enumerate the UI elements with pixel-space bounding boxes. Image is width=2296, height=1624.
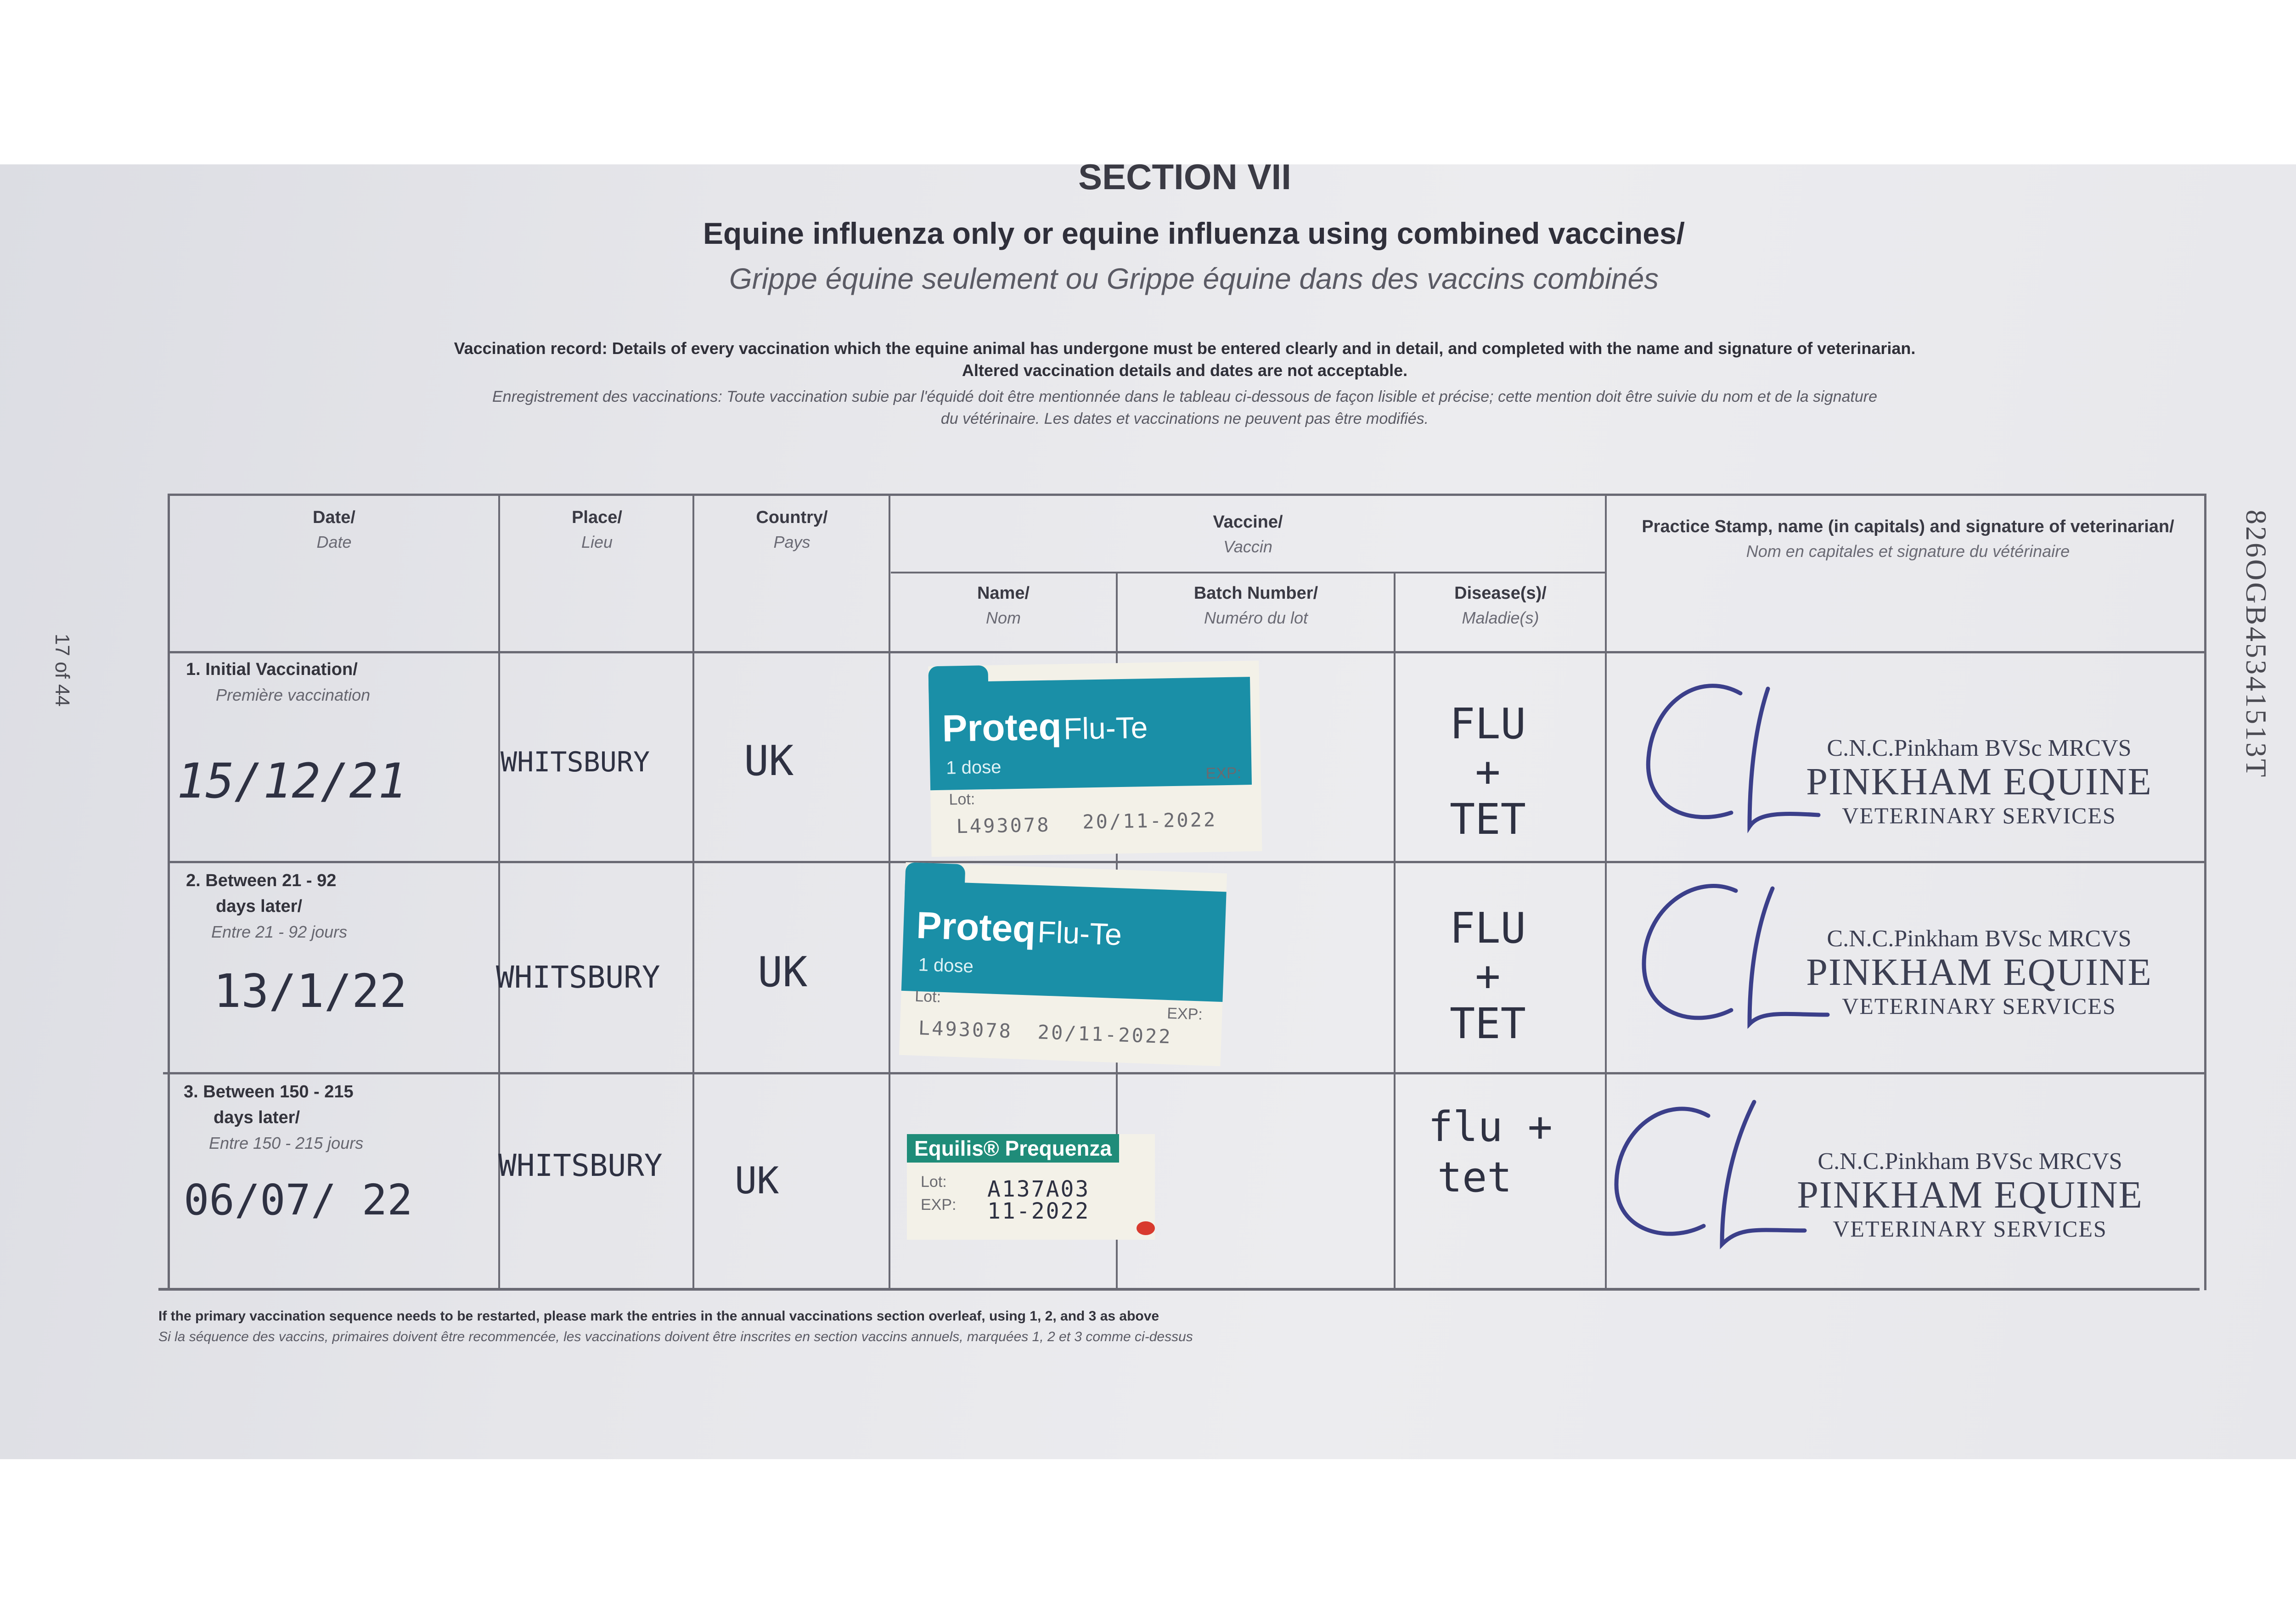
header-batch <box>1118 581 1394 630</box>
sticker-exp-label: EXP: <box>1205 764 1242 782</box>
row-3-practice-stamp <box>1763 1148 2177 1242</box>
disease-line-3: TET <box>1449 795 1526 844</box>
instruction-line-1: Vaccination record: Details of every vaccination which the equine animal has undergone must be entered clearly and in detail, and completed with the name and signature of veterinarian. <box>454 339 1916 358</box>
row-2-place: WHITSBURY <box>496 960 660 995</box>
disease-line-1: FLU <box>1449 904 1526 953</box>
row-1-vaccine-sticker <box>928 661 1262 857</box>
row-label-text-fr: Première vaccination <box>216 686 371 704</box>
header-date-label: Date/ <box>313 508 355 527</box>
sticker-brand: Proteq <box>942 706 1062 750</box>
sticker-dose: 1 dose <box>945 757 1002 778</box>
stamp-practice-name: PINKHAM EQUINE <box>1806 760 2152 803</box>
stamp-services: VETERINARY SERVICES <box>1833 1216 2107 1242</box>
passport-number: 826OGB45341513T <box>2240 510 2273 779</box>
row-1-date: 15/12/21 <box>177 753 407 809</box>
sticker-tab <box>905 862 965 896</box>
instruction-fr-line-1: Enregistrement des vaccinations: Toute vaccination subie par l'équidé doit être mentionnée dans le tableau ci-dessous de façon lisible et précise; cette mention doit être suivie du nom et de la signature <box>492 388 1878 405</box>
sticker-product: Flu-Te <box>1037 915 1123 952</box>
sticker-lot: A137A03 <box>987 1176 1090 1202</box>
row-1-label <box>186 657 370 708</box>
row-1-place: WHITSBURY <box>501 746 650 778</box>
header-vaccine <box>891 510 1605 559</box>
page-subtitle-fr: Grippe équine seulement ou Grippe équine dans des vaccins combinés <box>729 262 1659 295</box>
sticker-red-mark <box>1137 1221 1155 1235</box>
sticker-exp: 20/11-2022 <box>1082 808 1217 833</box>
sticker-exp-label: EXP: <box>921 1196 957 1214</box>
header-place-label-fr: Lieu <box>581 533 613 551</box>
sticker-brand: Equilis® Prequenza <box>907 1134 1119 1163</box>
stamp-services: VETERINARY SERVICES <box>1842 993 2116 1019</box>
row-2-vaccine-sticker <box>899 862 1227 1066</box>
header-date-label-fr: Date <box>316 533 352 551</box>
row-label-text: 2. Between 21 - 92 <box>186 871 337 890</box>
header-vaccine-label-fr: Vaccin <box>1223 537 1272 556</box>
instruction-text-fr <box>174 386 2195 430</box>
sticker-product: Flu-Te <box>1063 710 1148 746</box>
row-label-text-fr: Entre 21 - 92 jours <box>211 922 348 941</box>
stamp-practice-name: PINKHAM EQUINE <box>1806 951 2152 994</box>
instruction-fr-line-2: du vétérinaire. Les dates et vaccinations ne peuvent pas être modifiés. <box>940 410 1429 427</box>
row-2-practice-stamp <box>1773 925 2186 1019</box>
header-stamp-label: Practice Stamp, name (in capitals) and signature of veterinarian/ <box>1642 517 2174 536</box>
header-vaccine-label: Vaccine/ <box>1213 512 1283 532</box>
sticker-lot: L493078 <box>956 813 1051 838</box>
header-date <box>170 505 498 555</box>
disease-line-2: tet <box>1437 1153 1512 1202</box>
row-label-text-fr: Entre 150 - 215 jours <box>209 1134 364 1152</box>
footer-note-fr: Si la séquence des vaccins, primaires doivent être recommencée, les vaccinations doivent être inscrites en section vaccins annuels, marquées 1, 2 et 3 comme ci-dessus <box>158 1329 1193 1344</box>
instruction-text-en <box>174 337 2195 382</box>
header-disease-label-fr: Maladie(s) <box>1462 608 1539 627</box>
stamp-services: VETERINARY SERVICES <box>1842 803 2116 828</box>
instruction-line-2: Altered vaccination details and dates are not acceptable. <box>962 361 1408 380</box>
sticker-exp: 11-2022 <box>987 1198 1090 1224</box>
row-label-text: 3. Between 150 - 215 <box>184 1082 354 1101</box>
row-3-country: UK <box>735 1159 779 1202</box>
header-name-label-fr: Nom <box>985 608 1021 627</box>
row-2-date: 13/1/22 <box>214 964 407 1018</box>
stamp-vet-name: C.N.C.Pinkham BVSc MRCVS <box>1827 926 2132 952</box>
sticker-lot-label: Lot: <box>914 987 941 1006</box>
header-name <box>891 581 1116 630</box>
stamp-vet-name: C.N.C.Pinkham BVSc MRCVS <box>1818 1148 2122 1174</box>
sticker-exp: 20/11-2022 <box>1037 1021 1173 1048</box>
stamp-vet-name: C.N.C.Pinkham BVSc MRCVS <box>1827 735 2132 761</box>
row-label-text: 1. Initial Vaccination/ <box>186 660 358 679</box>
row-3-place: WHITSBURY <box>498 1148 663 1183</box>
header-place-label: Place/ <box>572 508 622 527</box>
sticker-exp-label: EXP: <box>1166 1004 1203 1023</box>
sticker-brand-row <box>916 904 1123 955</box>
row-label-text-2: days later/ <box>214 1108 300 1127</box>
row-2-disease <box>1414 905 1561 1048</box>
header-stamp-label-fr: Nom en capitales et signature du vétérinaire <box>1746 542 2070 561</box>
row-3-label <box>184 1079 363 1156</box>
row-3-disease <box>1428 1102 1553 1203</box>
header-name-label: Name/ <box>977 584 1030 603</box>
sticker-brand-row <box>942 704 1148 751</box>
row-1-country: UK <box>744 737 794 785</box>
sticker-dose: 1 dose <box>918 955 974 977</box>
disease-line-3: TET <box>1449 999 1526 1048</box>
disease-line-1: flu + <box>1428 1103 1553 1151</box>
disease-line-2: + <box>1475 951 1501 1000</box>
sticker-tab <box>928 665 988 694</box>
row-1-practice-stamp <box>1773 735 2186 829</box>
page-title: Equine influenza only or equine influenza using combined vaccines/ <box>703 216 1685 250</box>
footer-note-en: If the primary vaccination sequence needs to be restarted, please mark the entries in the annual vaccinations section overleaf, using 1, 2, and 3 as above <box>158 1309 1159 1324</box>
disease-line-1: FLU <box>1449 699 1526 748</box>
row-1-disease <box>1414 700 1561 843</box>
row-3-date: 06/07/ 22 <box>184 1175 413 1225</box>
header-country-label-fr: Pays <box>773 533 810 551</box>
header-disease <box>1396 581 1605 630</box>
header-stamp <box>1616 514 2200 564</box>
sticker-lot: L493078 <box>918 1017 1013 1043</box>
stamp-practice-name: PINKHAM EQUINE <box>1797 1174 2143 1216</box>
sticker-brand: Proteq <box>916 904 1036 950</box>
disease-line-2: + <box>1475 747 1501 796</box>
sticker-lot-label: Lot: <box>949 790 975 809</box>
section-heading: SECTION VII <box>1078 157 1291 197</box>
header-disease-label: Disease(s)/ <box>1454 584 1547 603</box>
header-batch-label: Batch Number/ <box>1193 584 1318 603</box>
header-country <box>694 505 889 555</box>
header-place <box>501 505 693 555</box>
header-country-label: Country/ <box>756 508 828 527</box>
row-3-vaccine-sticker <box>907 1134 1155 1240</box>
header-batch-label-fr: Numéro du lot <box>1204 608 1308 627</box>
row-2-country: UK <box>758 948 808 996</box>
row-2-label <box>186 868 347 945</box>
page-number: 17 of 44 <box>51 634 73 707</box>
row-label-text-2: days later/ <box>216 897 302 916</box>
sticker-lot-label: Lot: <box>921 1173 947 1191</box>
